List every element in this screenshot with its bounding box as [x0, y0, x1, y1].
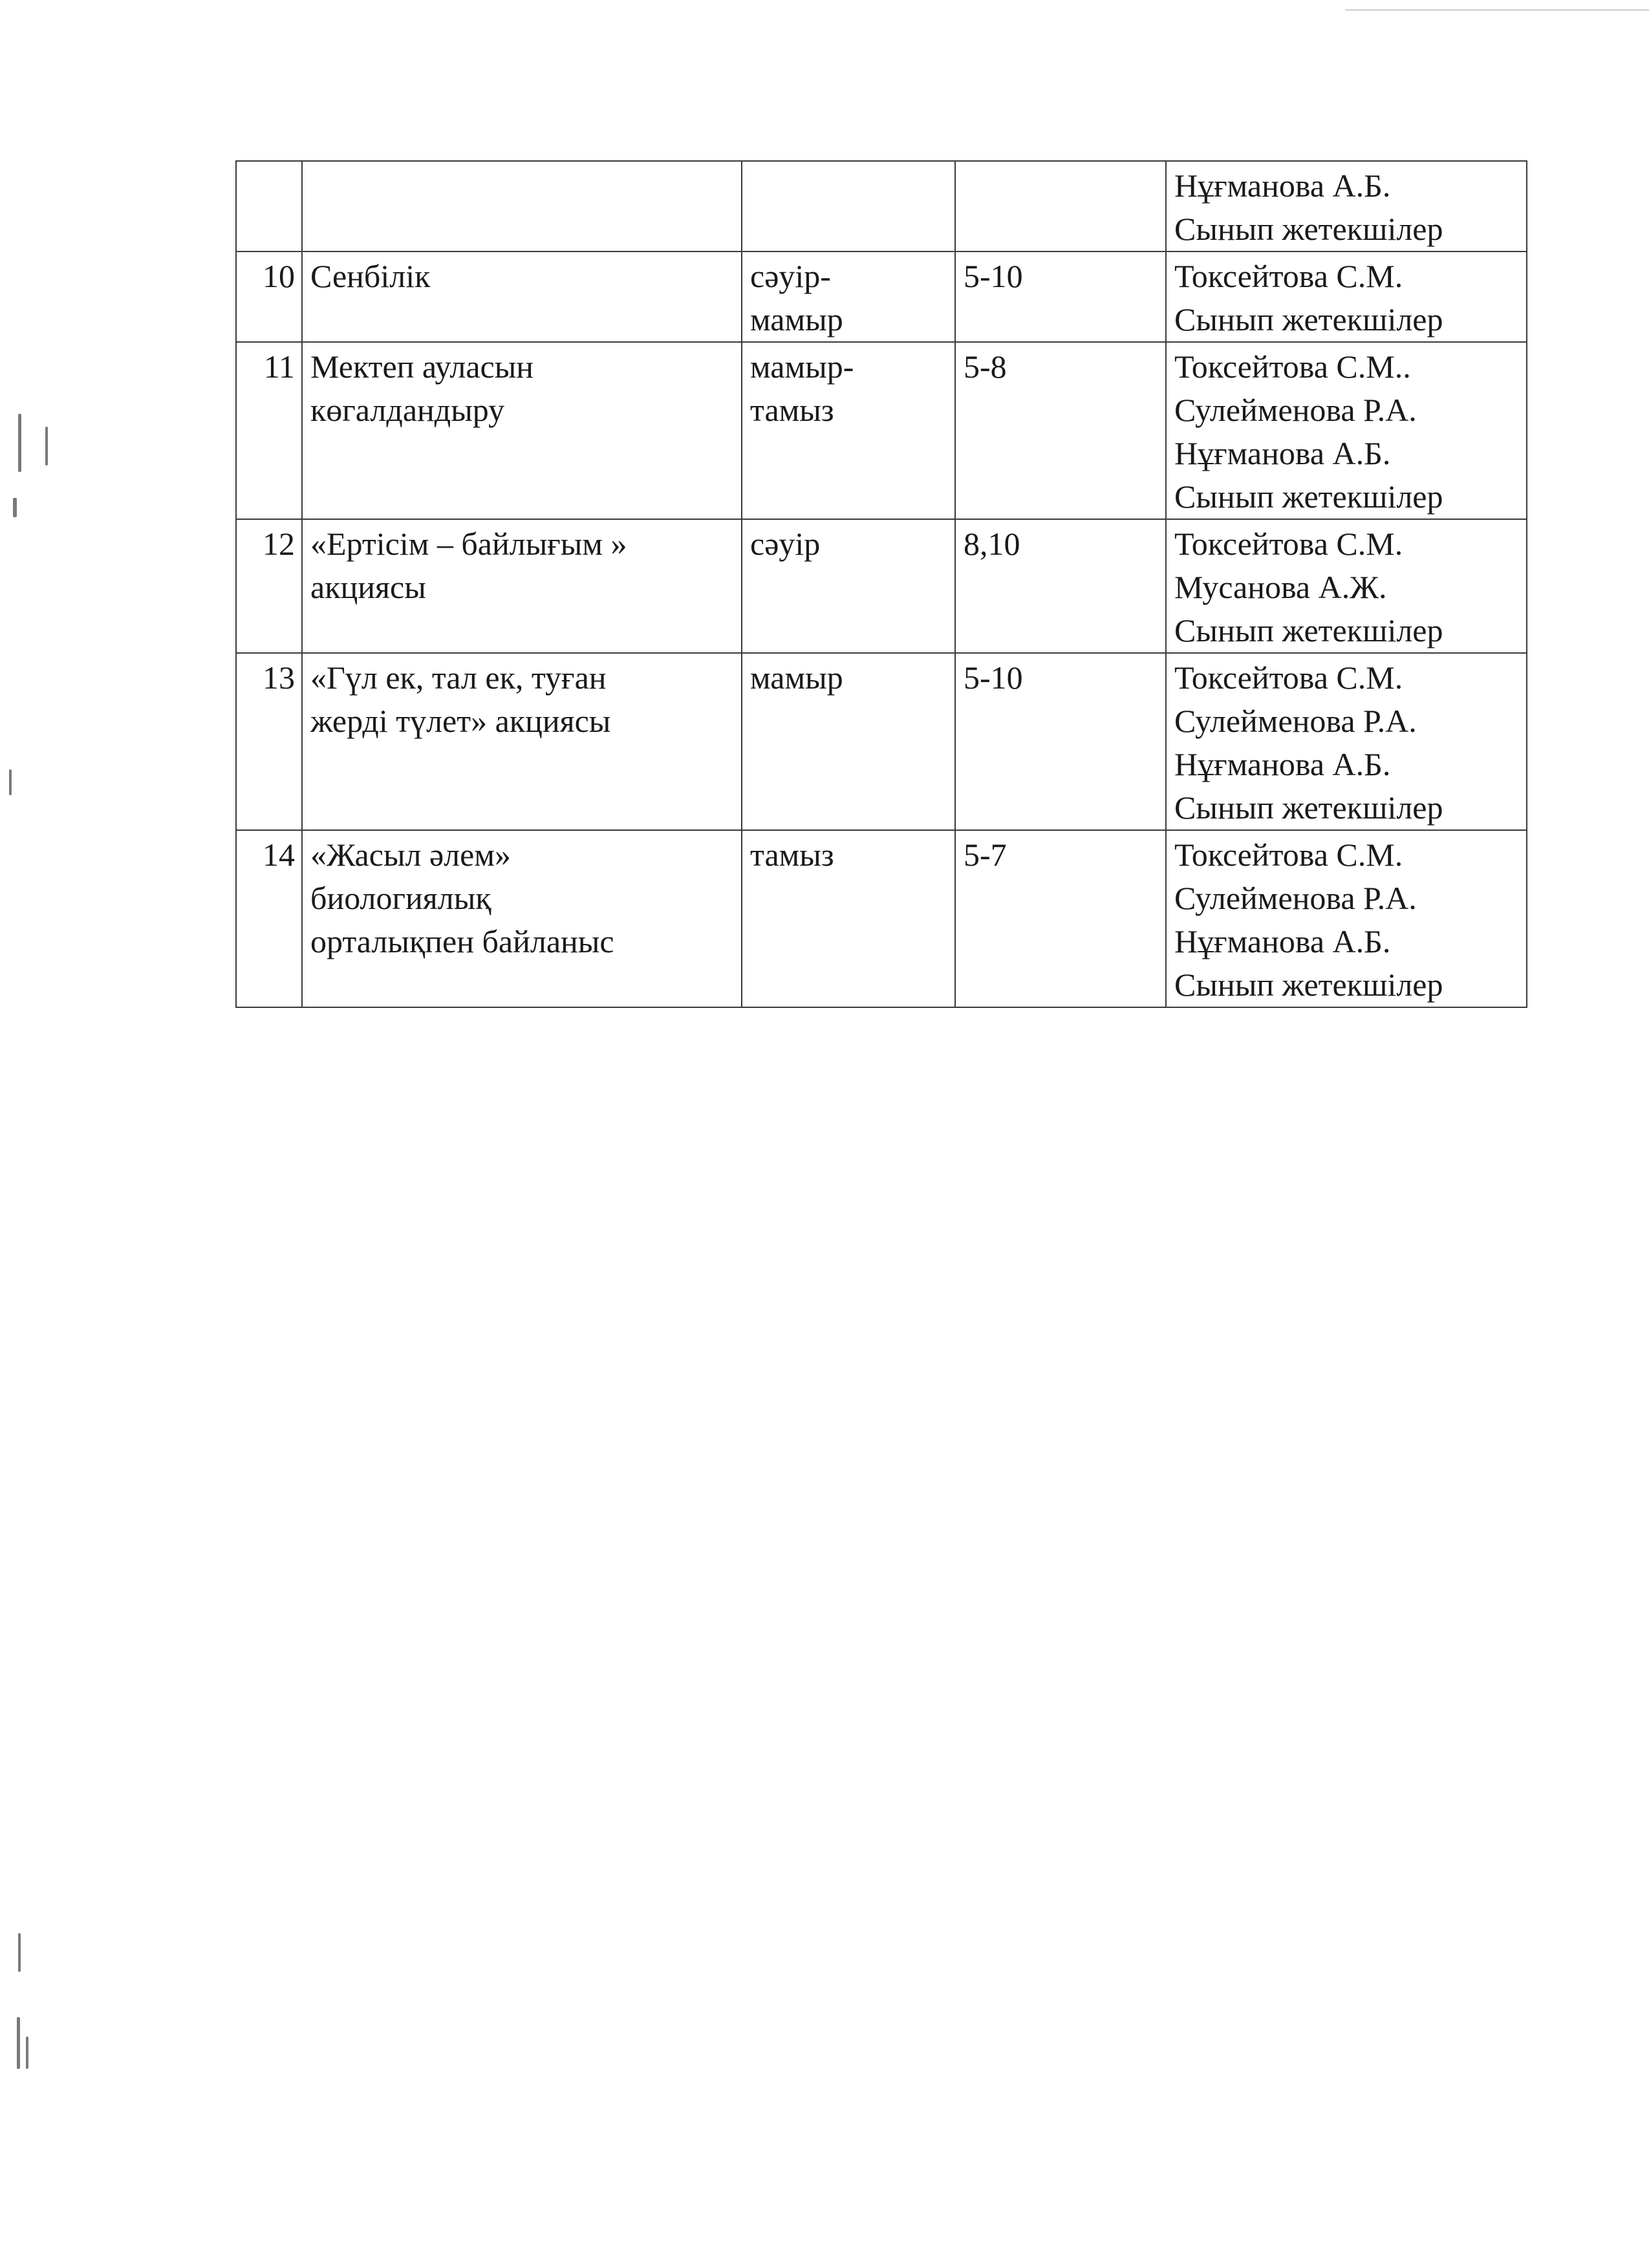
grades-cell: 5-10 — [955, 653, 1166, 830]
event-cell: «Жасыл әлем» биологиялық орталықпен байланыс — [302, 830, 742, 1007]
grades-cell: 5-7 — [955, 830, 1166, 1007]
responsible-cell: Токсейтова С.М. Мусанова А.Ж. Сынып жетекшілер — [1166, 519, 1527, 653]
event-cell: Мектеп ауласын көгалдандыру — [302, 342, 742, 519]
date-cell — [742, 161, 955, 251]
table-row — [236, 161, 1527, 251]
grades-cell: 5-8 — [955, 342, 1166, 519]
scan-artifact — [18, 1933, 21, 1972]
plan-table — [235, 160, 1527, 1008]
table-row — [236, 830, 1527, 1007]
row-number: 13 — [236, 653, 302, 830]
table-row — [236, 251, 1527, 342]
row-number: 14 — [236, 830, 302, 1007]
row-number: 12 — [236, 519, 302, 653]
event-cell: «Гүл ек, тал ек, туған жерді түлет» акциясы — [302, 653, 742, 830]
scan-artifact — [13, 498, 17, 517]
scan-artifact — [45, 427, 48, 465]
event-cell: «Ертісім – байлығым » акциясы — [302, 519, 742, 653]
grades-cell — [955, 161, 1166, 251]
table-row — [236, 519, 1527, 653]
responsible-cell: Нұғманова А.Б. Сынып жетекшілер — [1166, 161, 1527, 251]
scan-edge-shadow — [1345, 9, 1649, 11]
grades-cell: 5-10 — [955, 251, 1166, 342]
responsible-cell: Токсейтова С.М. Сынып жетекшілер — [1166, 251, 1527, 342]
responsible-cell: Токсейтова С.М. Сулейменова Р.А. Нұғманова А.Б. Сынып жетекшілер — [1166, 653, 1527, 830]
event-cell — [302, 161, 742, 251]
date-cell: сәуір — [742, 519, 955, 653]
row-number — [236, 161, 302, 251]
grades-cell: 8,10 — [955, 519, 1166, 653]
table-row — [236, 342, 1527, 519]
row-number: 10 — [236, 251, 302, 342]
responsible-cell: Токсейтова С.М. Сулейменова Р.А. Нұғманова А.Б. Сынып жетекшілер — [1166, 830, 1527, 1007]
date-cell: мамыр — [742, 653, 955, 830]
scan-artifact — [9, 769, 12, 795]
scan-artifact — [18, 414, 21, 472]
scan-artifact — [26, 2037, 28, 2069]
date-cell: мамыр- тамыз — [742, 342, 955, 519]
date-cell: сәуір- мамыр — [742, 251, 955, 342]
responsible-cell: Токсейтова С.М.. Сулейменова Р.А. Нұғманова А.Б. Сынып жетекшілер — [1166, 342, 1527, 519]
event-cell: Сенбілік — [302, 251, 742, 342]
scan-artifact — [17, 2017, 20, 2069]
row-number: 11 — [236, 342, 302, 519]
table-row — [236, 653, 1527, 830]
date-cell: тамыз — [742, 830, 955, 1007]
